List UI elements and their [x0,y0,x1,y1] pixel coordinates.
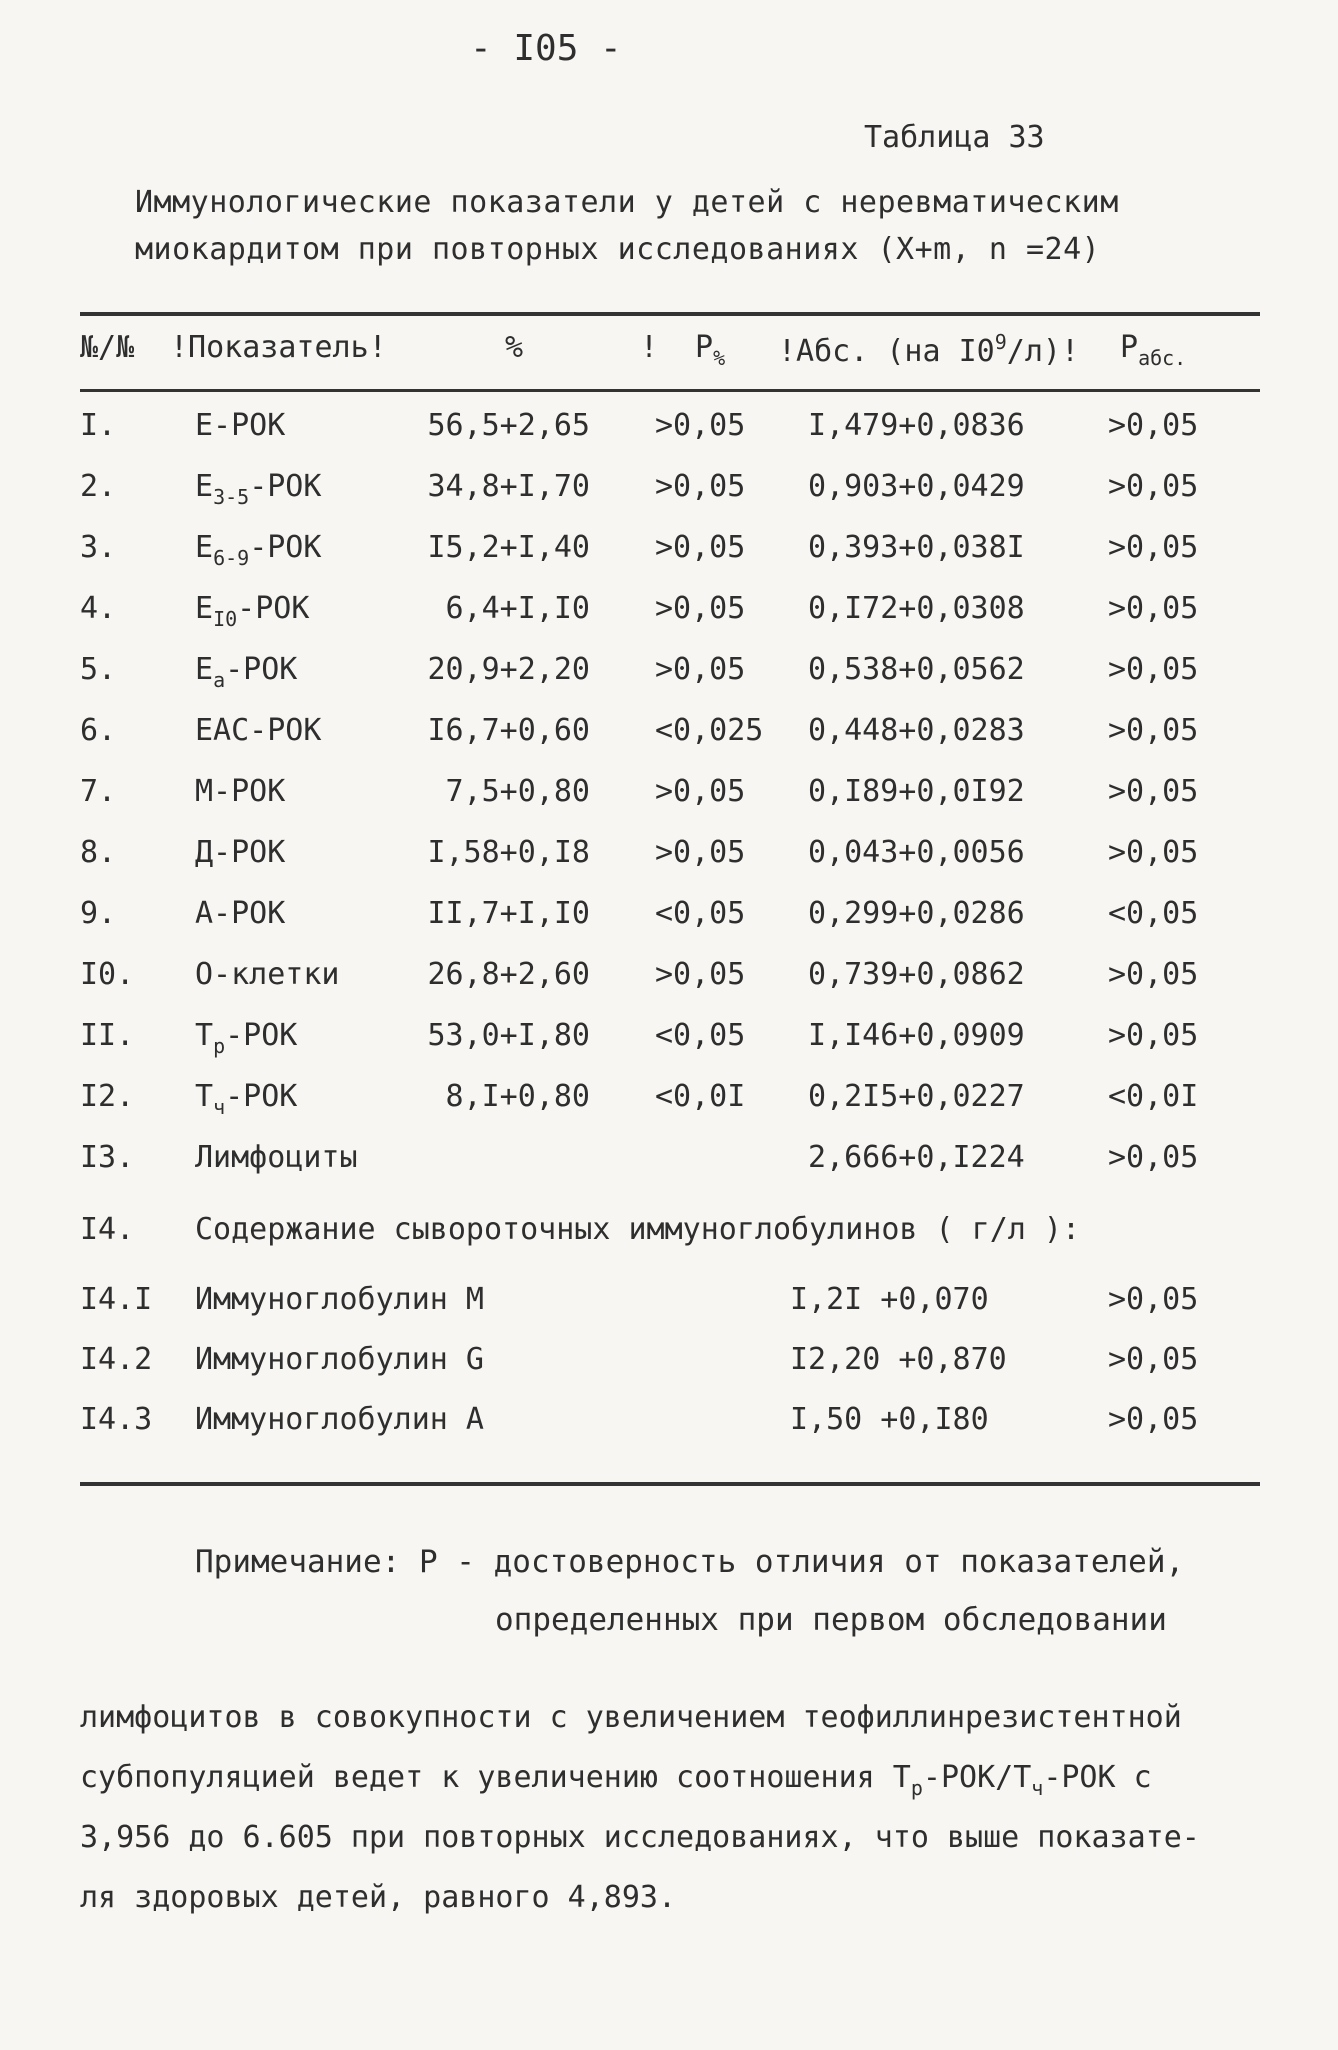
row-p-pct: <0,0I [655,1079,746,1114]
row-num: I0. [80,957,135,992]
row-p-abs: >0,05 [1108,1018,1199,1053]
row-indicator-suffix: -РОК [237,591,310,626]
subrow-abs: I,2I +0,070 [790,1282,989,1317]
row-indicator [195,774,285,809]
row-abs: 0,I89+0,0I92 [808,774,1025,809]
row-p-pct: <0,05 [655,896,746,931]
row-indicator-main: Е [195,652,214,687]
row-abs: 0,I72+0,0308 [808,591,1025,626]
row-pct: 26,8+2,60 [427,957,590,992]
header-abs-b: /л)! [1006,334,1080,369]
row-indicator [195,896,285,931]
paragraph-line2-c: -РОК с [1043,1760,1152,1795]
row-num: I3. [80,1140,135,1175]
subrow-name: Иммуноглобулин М [195,1282,484,1317]
subrow-abs: I2,20 +0,870 [790,1342,1007,1377]
paragraph-line3: 3,956 до 6.605 при повторных исследованиях, что выше показате- [80,1820,1200,1855]
paragraph-line1: лимфоцитов в совокупности с увеличением теофиллинрезистентной [80,1700,1182,1735]
row-indicator-main: Е [195,591,214,626]
paragraph-line4: ля здоровых детей, равного 4,893. [80,1880,677,1915]
row14-text: Содержание сывороточных иммуноглобулинов ( г/л ): [195,1212,1081,1247]
row-indicator [195,713,321,748]
row-indicator [195,957,340,992]
paragraph-line2-b: -РОК/Т [922,1760,1032,1795]
row-num: 7. [80,774,117,809]
header-pct: % [505,330,524,365]
row-indicator [195,591,309,631]
row-p-pct: >0,05 [655,530,746,565]
row-abs: I,I46+0,0909 [808,1018,1025,1053]
header-num: №/№ [80,330,135,365]
row-indicator-main: Е [195,469,214,504]
header-abs-sup: 9 [994,330,1007,354]
row-p-abs: >0,05 [1108,713,1199,748]
row-p-pct: >0,05 [655,591,746,626]
header-indicator: !Показатель! [170,330,387,365]
row-pct: II,7+I,I0 [427,896,590,931]
row-indicator-main: А-РОК [195,896,286,931]
row-p-abs: >0,05 [1108,530,1199,565]
row-p-abs: >0,05 [1108,957,1199,992]
subrow-p-abs: >0,05 [1108,1402,1199,1437]
row-abs: 0,448+0,0283 [808,713,1025,748]
row-num: 6. [80,713,117,748]
subrow-abs: I,50 +0,I80 [790,1402,989,1437]
row-indicator [195,1140,358,1175]
row-p-abs: >0,05 [1108,591,1199,626]
row-indicator-suffix: -РОК [225,1018,298,1053]
row-abs: 2,666+0,I224 [808,1140,1025,1175]
row-indicator [195,530,321,570]
note-line2: определенных при первом обследовании [495,1602,1167,1638]
row-p-pct: >0,05 [655,957,746,992]
row-indicator-sub: ч [213,1095,226,1119]
row-indicator [195,652,297,692]
row-pct: 34,8+I,70 [427,469,590,504]
subrow-p-abs: >0,05 [1108,1282,1199,1317]
subrow-num: I4.2 [80,1342,153,1377]
row-abs: 0,043+0,0056 [808,835,1025,870]
row-indicator [195,469,321,509]
row-abs: 0,2I5+0,0227 [808,1079,1025,1114]
row-indicator-suffix: -РОК [249,530,322,565]
header-p-pct-sub: % [713,346,726,370]
row-pct: I6,7+0,60 [427,713,590,748]
row-num: II. [80,1018,135,1053]
note-line1: Примечание: Р - достоверность отличия от показателей, [195,1544,1185,1580]
row-indicator-main: Д-РОК [195,835,286,870]
header-p-abs-sub: абс. [1138,346,1187,370]
row-p-abs: >0,05 [1108,469,1199,504]
header-p-abs [1120,330,1186,370]
table-bottom-rule [80,1482,1260,1486]
row-indicator-main: Е-РОК [195,408,286,443]
row-num: 5. [80,652,117,687]
row-indicator [195,408,285,443]
row-p-abs: >0,05 [1108,835,1199,870]
header-p-pct-main: P [695,330,714,365]
row-indicator-sub: 3-5 [213,485,250,509]
subrow-name: Иммуноглобулин А [195,1402,484,1437]
header-abs-a: !Абс. (на I0 [778,334,995,369]
header-abs [778,330,1079,369]
row-p-pct: >0,05 [655,469,746,504]
table-header-rule [80,389,1260,392]
row-p-pct: <0,05 [655,1018,746,1053]
row-indicator-sub: 6-9 [213,546,250,570]
row-p-abs: <0,0I [1108,1079,1199,1114]
row-indicator [195,835,285,870]
row-abs: 0,393+0,038I [808,530,1025,565]
page-number: - I05 - [470,28,622,69]
header-sep: ! [640,330,659,365]
row-num: 2. [80,469,117,504]
row-p-pct: >0,05 [655,408,746,443]
row-indicator [195,1018,297,1058]
row-abs: 0,299+0,0286 [808,896,1025,931]
row-pct: I5,2+I,40 [427,530,590,565]
row-pct: 20,9+2,20 [427,652,590,687]
header-p-abs-main: P [1120,330,1139,365]
row-indicator-main: Т [195,1018,214,1053]
row-indicator-suffix: -РОК [249,469,322,504]
row14-num: I4. [80,1212,135,1247]
row-p-pct: >0,05 [655,835,746,870]
row-pct: 8,I+0,80 [445,1079,590,1114]
row-indicator-main: М-РОК [195,774,286,809]
table-caption-line2: миокардитом при повторных исследованиях (X+m, n =24) [135,232,1101,267]
row-indicator-main: ЕАС-РОК [195,713,322,748]
row-p-abs: >0,05 [1108,652,1199,687]
row-p-pct: >0,05 [655,774,746,809]
row-indicator-main: Е [195,530,214,565]
row-abs: 0,739+0,0862 [808,957,1025,992]
row-pct: 56,5+2,65 [427,408,590,443]
table-top-rule [80,312,1260,316]
header-p-pct [695,330,725,370]
row-num: 4. [80,591,117,626]
row-pct: 7,5+0,80 [445,774,590,809]
row-indicator-main: О-клетки [195,957,340,992]
row-indicator-main: Лимфоциты [195,1140,358,1175]
row-p-abs: >0,05 [1108,1140,1199,1175]
table-caption-line1: Иммунологические показатели у детей с неревматическим [135,185,1119,220]
subrow-name: Иммуноглобулин G [195,1342,484,1377]
row-indicator-sub: а [213,668,226,692]
paragraph-line2-a: субпопуляцией ведет к увеличению соотношения Т [80,1760,911,1795]
row-num: 9. [80,896,117,931]
row-p-abs: <0,05 [1108,896,1199,931]
row-pct: 6,4+I,I0 [445,591,590,626]
row-abs: 0,903+0,0429 [808,469,1025,504]
row-abs: I,479+0,0836 [808,408,1025,443]
row-indicator [195,1079,297,1119]
row-p-abs: >0,05 [1108,774,1199,809]
subrow-p-abs: >0,05 [1108,1342,1199,1377]
row-num: 8. [80,835,117,870]
row-indicator-sub: р [213,1034,226,1058]
row-p-abs: >0,05 [1108,408,1199,443]
row-abs: 0,538+0,0562 [808,652,1025,687]
row-indicator-suffix: -РОК [225,1079,298,1114]
subrow-num: I4.3 [80,1402,153,1437]
paragraph-line2 [80,1760,1152,1800]
row-num: I. [80,408,117,443]
row-p-pct: >0,05 [655,652,746,687]
row-p-pct: <0,025 [655,713,764,748]
row-indicator-suffix: -РОК [225,652,298,687]
row-indicator-sub: I0 [213,607,238,631]
subrow-num: I4.I [80,1282,153,1317]
table-label: Таблица 33 [864,120,1045,155]
row-num: 3. [80,530,117,565]
row-pct: 53,0+I,80 [427,1018,590,1053]
row-num: I2. [80,1079,135,1114]
paragraph-line2-sub2: ч [1031,1776,1044,1800]
paragraph-line2-sub1: р [910,1776,923,1800]
row-indicator-main: Т [195,1079,214,1114]
row-pct: I,58+0,I8 [427,835,590,870]
